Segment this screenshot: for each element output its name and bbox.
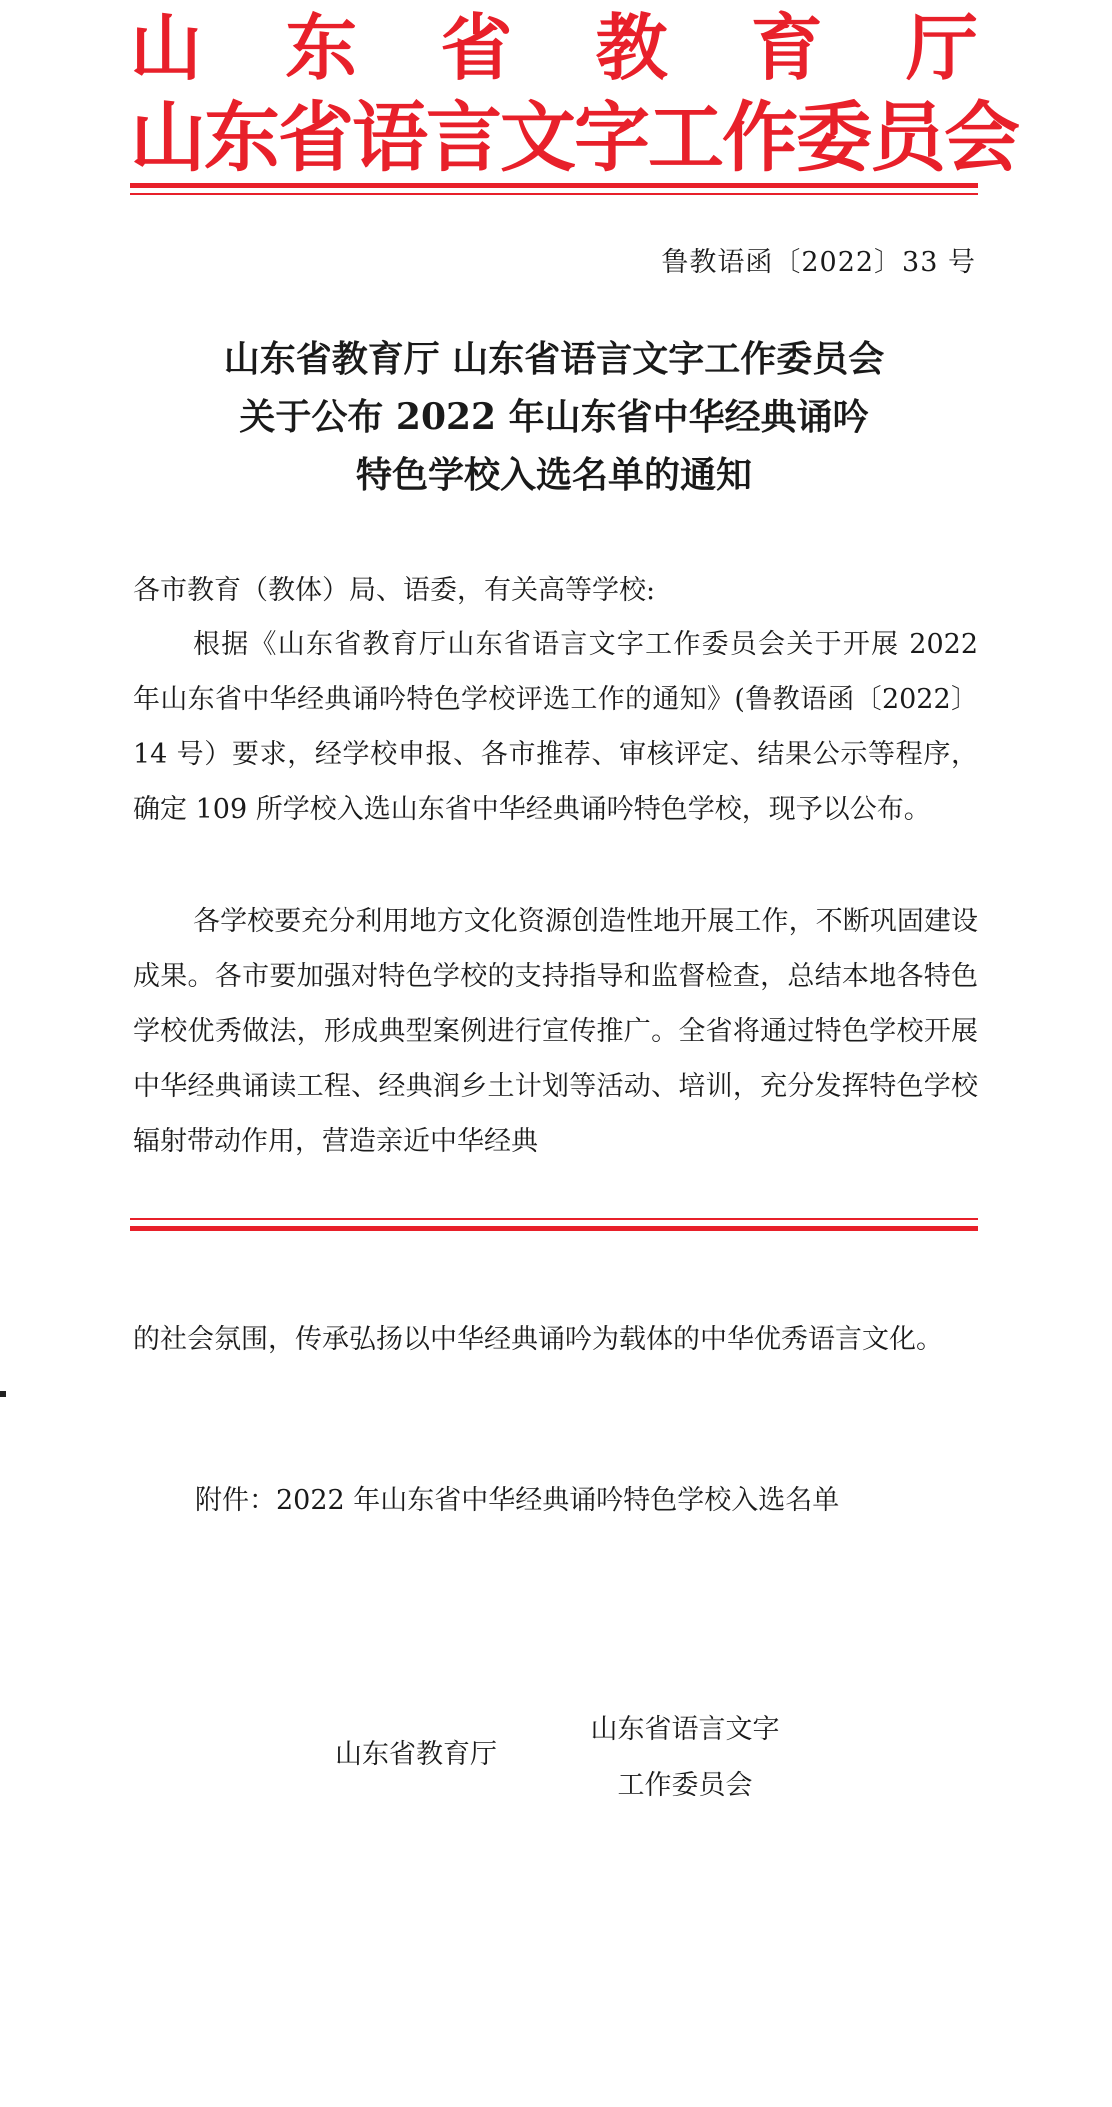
document-number: 鲁教语函〔2022〕33 号: [661, 247, 976, 278]
letterhead-char: 省: [440, 6, 513, 90]
signature-line: 山东省语言文字: [590, 1714, 780, 1745]
attachment-line: 附件：2022 年山东省中华经典诵吟特色学校入选名单: [195, 1485, 840, 1516]
letterhead-org1: [130, 6, 978, 90]
page-break-rule-thin: [130, 1218, 978, 1220]
header-rule-thick: [130, 183, 978, 188]
letterhead-char: 教: [595, 6, 668, 90]
letterhead-char: 东: [285, 6, 358, 90]
salutation: 各市教育（教体）局、语委，有关高等学校:: [133, 575, 656, 606]
paragraph-1: 根据《山东省教育厅山东省语言文字工作委员会关于开展 2022 年山东省中华经典诵吟特色学校评选工作的通知》(鲁教语函〔2022〕14 号）要求，经学校申报、各市推荐、审核评定、结果公示等程序，确定 109 所学校入选山东省中华经典诵吟特色学校，现予以公布。: [133, 629, 978, 825]
paragraph-2-part-2: 的社会氛围，传承弘扬以中华经典诵吟为载体的中华优秀语言文化。: [133, 1324, 943, 1355]
title-line: 关于公布 2022 年山东省中华经典诵吟: [239, 396, 869, 438]
letterhead-char: 厅: [905, 6, 978, 90]
document-title: [130, 330, 978, 504]
scan-mark: [0, 1391, 6, 1397]
header-rule-thin: [130, 193, 978, 195]
paragraph-2-part-1: 各学校要充分利用地方文化资源创造性地开展工作，不断巩固建设成果。各市要加强对特色学校的支持指导和监督检查，总结本地各特色学校优秀做法，形成典型案例进行宣传推广。全省将通过特色学校开展中华经典诵读工程、经典润乡土计划等活动、培训，充分发挥特色学校辐射带动作用，营造亲近中华经典: [133, 906, 978, 1157]
signature-education-department: 山东省教育厅: [335, 1739, 497, 1770]
letterhead-char: 育: [750, 6, 823, 90]
letterhead-char: 山: [130, 6, 203, 90]
title-line: 山东省教育厅 山东省语言文字工作委员会: [223, 338, 885, 380]
title-line: 特色学校入选名单的通知: [355, 454, 752, 496]
letterhead-org2: 山东省语言文字工作委员会: [130, 93, 1018, 182]
page-break-rule-thick: [130, 1226, 978, 1231]
signature-language-committee: [575, 1702, 795, 1814]
signature-line: 工作委员会: [617, 1770, 753, 1801]
